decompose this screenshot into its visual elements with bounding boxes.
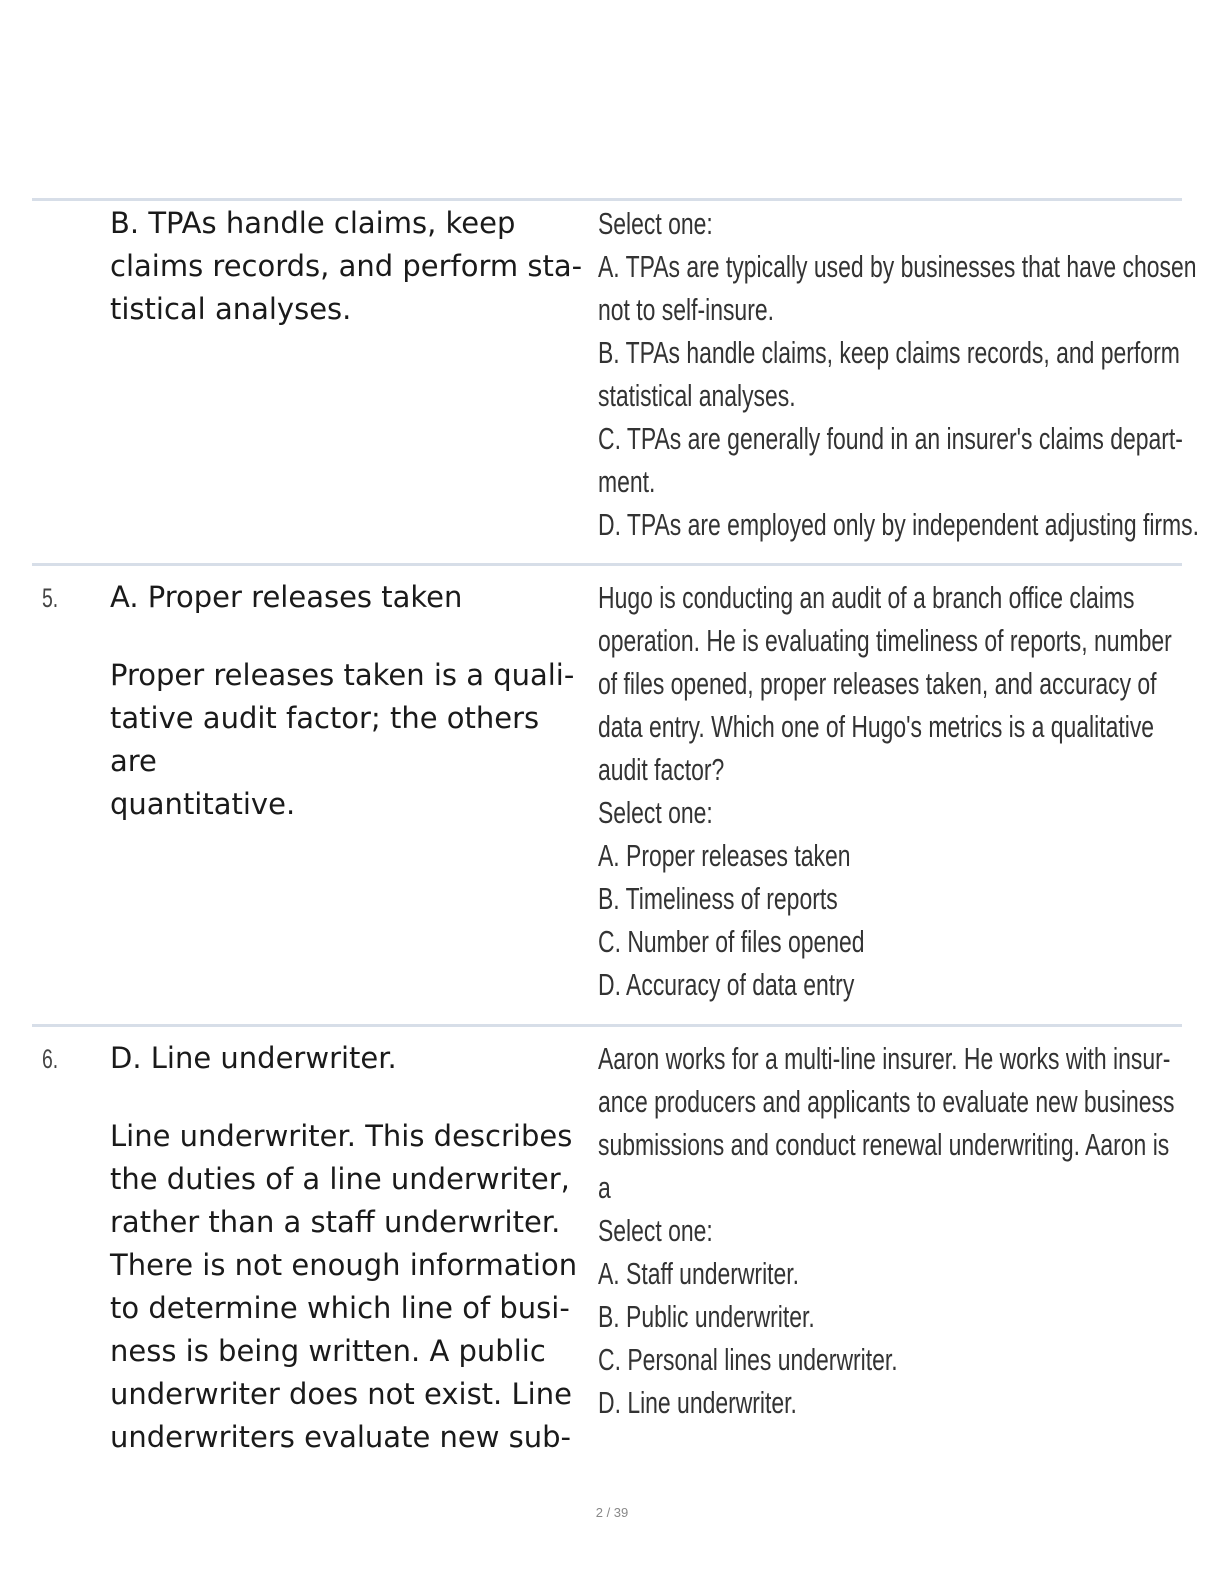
explanation-line: rather than a staff underwriter. — [110, 1205, 561, 1239]
answer-text: A. Proper releases taken — [110, 580, 463, 614]
divider — [32, 1024, 1182, 1027]
explanation-line: Line underwriter. This describes — [110, 1119, 573, 1153]
question-line: A. TPAs are typically used by businesses that have chosen — [598, 249, 1197, 284]
question-line: Aaron works for a multi-line insurer. He works with insur- — [598, 1041, 1171, 1076]
question-line: Hugo is conducting an audit of a branch office claims — [598, 580, 1135, 615]
question-line: a — [598, 1170, 611, 1205]
question-line: of files opened, proper releases taken, and accuracy of — [598, 666, 1157, 701]
page-number: 2 / 39 — [595, 1505, 629, 1520]
question-line: A. Proper releases taken — [598, 838, 851, 873]
explanation-line: tative audit factor; the others are — [110, 701, 540, 778]
question-number: 6. — [42, 1044, 59, 1074]
answer-block — [110, 576, 590, 826]
question-block — [598, 1037, 1175, 1424]
answer-line: tistical analyses. — [110, 292, 352, 326]
answer-line: claims records, and perform sta- — [110, 249, 583, 283]
question-line: D. Line underwriter. — [598, 1385, 797, 1420]
question-line: C. TPAs are generally found in an insurer's claims depart- — [598, 421, 1183, 456]
question-line: C. Personal lines underwriter. — [598, 1342, 898, 1377]
question-line: audit factor? — [598, 752, 725, 787]
explanation-line: the duties of a line underwriter, — [110, 1162, 570, 1196]
explanation-line: ness is being written. A public — [110, 1334, 546, 1368]
question-line: C. Number of files opened — [598, 924, 865, 959]
question-line: ment. — [598, 464, 656, 499]
question-line: ance producers and applicants to evaluate new business — [598, 1084, 1175, 1119]
question-line: B. TPAs handle claims, keep claims records, and perform — [598, 335, 1180, 370]
explanation-text — [110, 1115, 590, 1459]
question-line: operation. He is evaluating timeliness of reports, number — [598, 623, 1172, 658]
question-line: B. Public underwriter. — [598, 1299, 815, 1334]
explanation-line: underwriters evaluate new sub- — [110, 1420, 572, 1454]
question-line: Select one: — [598, 795, 713, 830]
question-line: not to self-insure. — [598, 292, 774, 327]
explanation-line: quantitative. — [110, 787, 296, 821]
question-line: Select one: — [598, 1213, 713, 1248]
answer-block — [110, 202, 590, 331]
explanation-text — [110, 654, 590, 826]
question-line: B. Timeliness of reports — [598, 881, 838, 916]
divider-top — [32, 198, 1182, 201]
question-number: 5. — [42, 583, 59, 613]
question-line: statistical analyses. — [598, 378, 796, 413]
answer-text: D. Line underwriter. — [110, 1041, 397, 1075]
question-line: data entry. Which one of Hugo's metrics is a qualitative — [598, 709, 1155, 744]
question-line: A. Staff underwriter. — [598, 1256, 800, 1291]
question-block — [598, 576, 1175, 1006]
divider — [32, 563, 1182, 566]
question-line: submissions and conduct renewal underwriting. Aaron is — [598, 1127, 1170, 1162]
explanation-line: underwriter does not exist. Line — [110, 1377, 572, 1411]
question-block — [598, 202, 1200, 546]
question-line: Select one: — [598, 206, 713, 241]
answer-text — [110, 202, 590, 331]
answer-line: B. TPAs handle claims, keep — [110, 206, 516, 240]
answer-block — [110, 1037, 590, 1459]
explanation-line: to determine which line of busi- — [110, 1291, 570, 1325]
explanation-line: Proper releases taken is a quali- — [110, 658, 575, 692]
explanation-line: There is not enough information — [110, 1248, 578, 1282]
question-line: D. Accuracy of data entry — [598, 967, 855, 1002]
question-line: D. TPAs are employed only by independent adjusting firms. — [598, 507, 1200, 542]
